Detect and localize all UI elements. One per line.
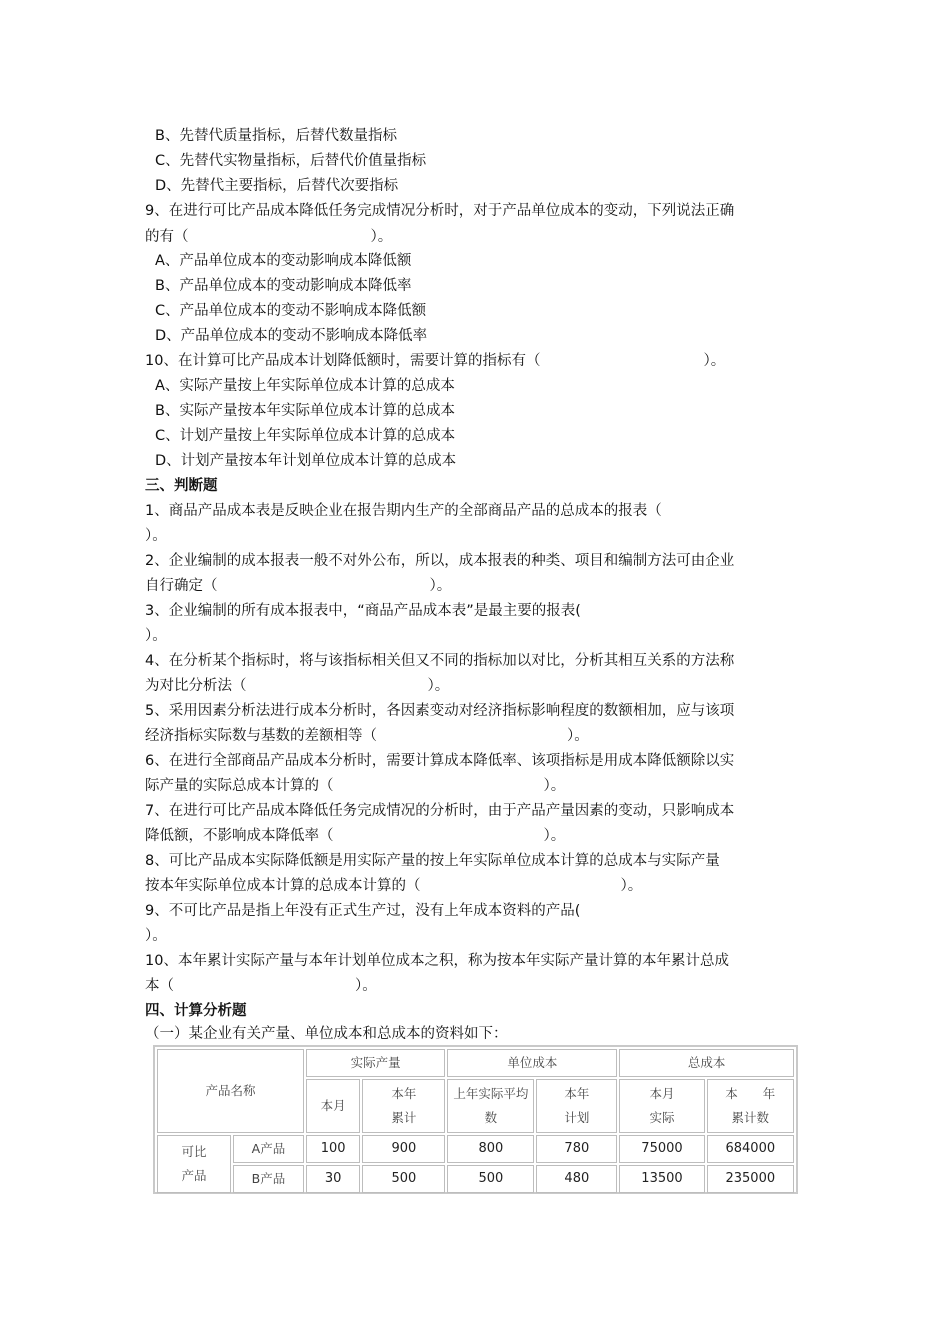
category-l1: 可比: [181, 1144, 207, 1159]
tf-5-line-1: 5、采用因素分析法进行成本分析时，各因素变动对经济指标影响程度的数额相加，应与该项: [145, 703, 735, 719]
tf-6-line-1: 6、在进行全部商品产品成本分析时，需要计算成本降低率、该项指标是用成本降低额除以实: [145, 753, 735, 769]
product-name-cell: B产品: [233, 1165, 304, 1193]
tf-6-prefix: 际产量的实际总成本计算的（: [145, 778, 334, 794]
q10-option-a: A、实际产量按上年实际单位成本计算的总成本: [155, 378, 455, 394]
q9-option-c: C、产品单位成本的变动不影响成本降低额: [155, 303, 427, 319]
header-unit-cost: 单位成本: [447, 1049, 617, 1077]
value-cell: 480: [536, 1165, 617, 1193]
header-month-actual: [619, 1079, 704, 1133]
tf-3-line-2: ）。: [145, 628, 167, 644]
header-actual-quantity: 实际产量: [306, 1049, 445, 1077]
q9-option-d: D、产品单位成本的变动不影响成本降低率: [155, 328, 428, 344]
q10-option-b: B、实际产量按本年实际单位成本计算的总成本: [155, 403, 455, 419]
tf-7-line-2: [145, 826, 565, 846]
header-year-cumulative-l1: 本年: [391, 1086, 417, 1101]
value-cell: 780: [536, 1135, 617, 1163]
tf-10-line-1: 10、本年累计实际产量与本年计划单位成本之积，称为按本年实际产量计算的本年累计总成: [145, 953, 729, 969]
tf-9-line-1: 9、不可比产品是指上年没有正式生产过，没有上年成本资料的产品(: [145, 903, 581, 919]
header-year-total-l2: 累计数: [731, 1110, 770, 1125]
q8-option-d: D、先替代主要指标，后替代次要指标: [155, 178, 399, 194]
product-name-cell: A产品: [233, 1135, 304, 1163]
header-last-year-average-l2: 数: [484, 1110, 498, 1125]
q9-line-2: [145, 227, 392, 247]
header-product-name: 产品名称: [157, 1049, 304, 1133]
q9-prefix: 的有（: [145, 229, 189, 245]
header-year-plan-l2: 计划: [564, 1110, 590, 1125]
tf-8-line-1: 8、可比产品成本实际降低额是用实际产量的按上年实际单位成本计算的总成本与实际产量: [145, 853, 720, 869]
tf-8-prefix: 按本年实际单位成本计算的总成本计算的（: [145, 878, 421, 894]
q9-option-a: A、产品单位成本的变动影响成本降低额: [155, 253, 412, 269]
tf-9-line-2: ）。: [145, 928, 167, 944]
cost-data-table: [153, 1045, 798, 1194]
tf-1-line-2: ）。: [145, 528, 167, 544]
q10-option-c: C、计划产量按上年实际单位成本计算的总成本: [155, 428, 456, 444]
section-3-title: 三、判断题: [145, 478, 218, 494]
q9-line-1: 9、在进行可比产品成本降低任务完成情况分析时，对于产品单位成本的变动，下列说法正确: [145, 203, 735, 219]
q8-option-c: C、先替代实物量指标，后替代价值量指标: [155, 153, 427, 169]
value-cell: 100: [306, 1135, 361, 1163]
value-cell: 75000: [619, 1135, 704, 1163]
tf-2-line-2: [145, 576, 451, 596]
category-l2: 产品: [181, 1168, 207, 1183]
tf-8-line-2: [145, 876, 642, 896]
header-last-year-average-l1: 上年实际平均: [453, 1086, 529, 1101]
header-total-cost: 总成本: [619, 1049, 794, 1077]
header-month-actual-l1: 本月: [649, 1086, 675, 1101]
tf-2-suffix: ）。: [429, 578, 452, 594]
tf-4-suffix: ）。: [427, 678, 450, 694]
tf-6-suffix: ）。: [543, 778, 566, 794]
tf-8-suffix: ）。: [620, 878, 643, 894]
tf-5-line-2: [145, 726, 589, 746]
value-cell: 13500: [619, 1165, 704, 1193]
value-cell: 684000: [707, 1135, 794, 1163]
tf-10-suffix: ）。: [355, 978, 377, 994]
section-4-title: 四、计算分析题: [145, 1003, 247, 1019]
section-4-intro: （一）某企业有关产量、单位成本和总成本的资料如下：: [145, 1026, 508, 1042]
header-this-month: 本月: [306, 1079, 361, 1133]
tf-4-line-1: 4、在分析某个指标时，将与该指标相关但又不同的指标加以对比，分析其相互关系的方法称: [145, 653, 735, 669]
tf-1-line-1: 1、商品产品成本表是反映企业在报告期内生产的全部商品产品的总成本的报表（: [145, 503, 662, 519]
header-year-cumulative: [362, 1079, 445, 1133]
tf-4-line-2: [145, 676, 449, 696]
category-comparable-products: [157, 1135, 231, 1193]
value-cell: 30: [306, 1165, 361, 1193]
value-cell: 500: [447, 1165, 534, 1193]
tf-6-line-2: [145, 776, 565, 796]
header-year-plan: [536, 1079, 617, 1133]
tf-2-prefix: 自行确定（: [145, 578, 218, 594]
q9-option-b: B、产品单位成本的变动影响成本降低率: [155, 278, 412, 294]
tf-10-line-2: [145, 976, 377, 996]
tf-10-prefix: 本（: [145, 978, 174, 994]
header-year-cumulative-l2: 累计: [391, 1110, 417, 1125]
q9-suffix: ）。: [370, 229, 393, 245]
value-cell: 235000: [707, 1165, 794, 1193]
tf-7-prefix: 降低额，不影响成本降低率（: [145, 828, 334, 844]
value-cell: 500: [362, 1165, 445, 1193]
tf-2-line-1: 2、企业编制的成本报表一般不对外公布，所以，成本报表的种类、项目和编制方法可由企业: [145, 553, 735, 569]
q10-prefix: 10、在计算可比产品成本计划降低额时，需要计算的指标有（: [145, 353, 541, 369]
table-row: [157, 1165, 794, 1193]
tf-7-line-1: 7、在进行可比产品成本降低任务完成情况的分析时，由于产品产量因素的变动，只影响成本: [145, 803, 735, 819]
q8-option-b: B、先替代质量指标，后替代数量指标: [155, 128, 397, 144]
header-month-actual-l2: 实际: [649, 1110, 675, 1125]
tf-5-prefix: 经济指标实际数与基数的差额相等（: [145, 728, 377, 744]
header-year-plan-l1: 本年: [564, 1086, 590, 1101]
tf-7-suffix: ）。: [543, 828, 566, 844]
value-cell: 800: [447, 1135, 534, 1163]
tf-4-prefix: 为对比分析法（: [145, 678, 247, 694]
q10-line: [145, 351, 725, 371]
tf-3-line-1: 3、企业编制的所有成本报表中，“商品产品成本表”是最主要的报表(: [145, 603, 581, 619]
q10-option-d: D、计划产量按本年计划单位成本计算的总成本: [155, 453, 457, 469]
header-year-total: [707, 1079, 794, 1133]
table-row: [157, 1135, 794, 1163]
q10-suffix: ）。: [703, 353, 726, 369]
header-last-year-average: [447, 1079, 534, 1133]
header-year-total-l1: 本 年: [725, 1086, 776, 1101]
tf-5-suffix: ）。: [567, 728, 589, 744]
value-cell: 900: [362, 1135, 445, 1163]
